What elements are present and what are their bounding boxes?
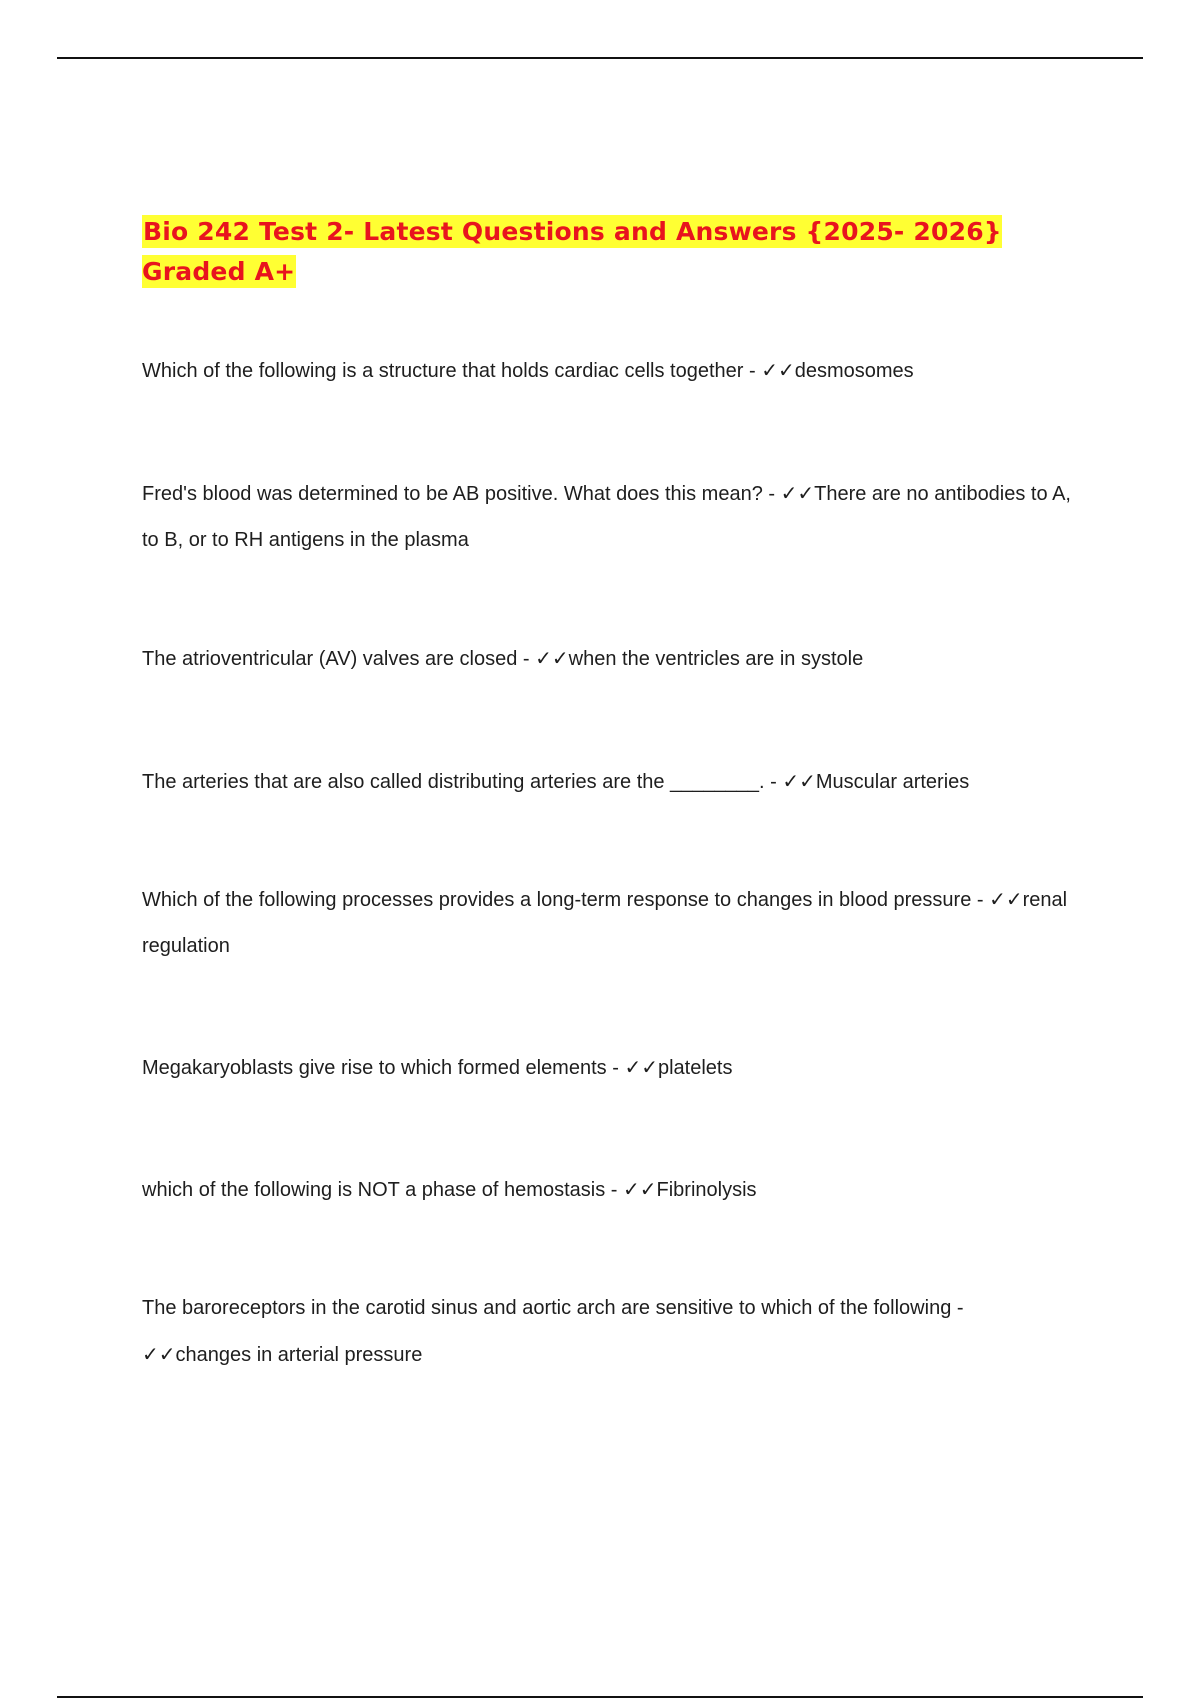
qa-item-2 — [142, 470, 1072, 563]
check-mark-icon: ✓✓ — [624, 1055, 658, 1079]
qa-item-4 — [142, 758, 1072, 805]
question-text: Fred's blood was determined to be AB positive. What does this mean? - — [142, 483, 776, 505]
qa-item-5 — [142, 876, 1072, 969]
answer-text: renal regulation — [142, 889, 1068, 957]
qa-item-1 — [142, 347, 1072, 394]
bottom-rule — [57, 1696, 1143, 1698]
check-mark-icon: ✓✓ — [535, 646, 569, 670]
answer-text: desmosomes — [794, 360, 914, 382]
top-rule — [57, 57, 1143, 59]
question-text: The arteries that are also called distributing arteries are the ________. - — [142, 771, 777, 793]
qa-item-8 — [142, 1285, 1072, 1378]
check-mark-icon: ✓✓ — [761, 358, 795, 382]
document-title — [142, 212, 1082, 292]
qa-item-6 — [142, 1044, 1072, 1091]
check-mark-icon: ✓✓ — [780, 481, 815, 505]
question-text: Megakaryoblasts give rise to which formed elements - — [142, 1057, 619, 1079]
answer-text: Muscular arteries — [815, 771, 970, 793]
answer-text: platelets — [657, 1057, 733, 1079]
question-text: Which of the following is a structure that holds cardiac cells together - — [142, 360, 756, 382]
qa-item-7 — [142, 1166, 1072, 1213]
question-text: Which of the following processes provides a long-term response to changes in blood pressure - — [142, 889, 984, 911]
check-mark-icon: ✓✓ — [142, 1342, 176, 1366]
answer-text: when the ventricles are in systole — [568, 648, 864, 670]
check-mark-icon: ✓✓ — [622, 1177, 657, 1201]
question-text: which of the following is NOT a phase of hemostasis - — [142, 1179, 618, 1201]
check-mark-icon: ✓✓ — [782, 769, 816, 793]
question-text: The baroreceptors in the carotid sinus and aortic arch are sensitive to which of the following - — [142, 1297, 964, 1319]
qa-item-3 — [142, 635, 1072, 682]
answer-text: There are no antibodies to A, to B, or to RH antigens in the plasma — [142, 483, 1071, 551]
document-title-highlight: Bio 242 Test 2- Latest Questions and Answers {2025- 2026} Graded A+ — [142, 217, 1002, 286]
answer-text: changes in arterial pressure — [175, 1344, 423, 1366]
question-text: The atrioventricular (AV) valves are closed - — [142, 648, 530, 670]
check-mark-icon: ✓✓ — [989, 887, 1023, 911]
answer-text: Fibrinolysis — [656, 1179, 757, 1201]
